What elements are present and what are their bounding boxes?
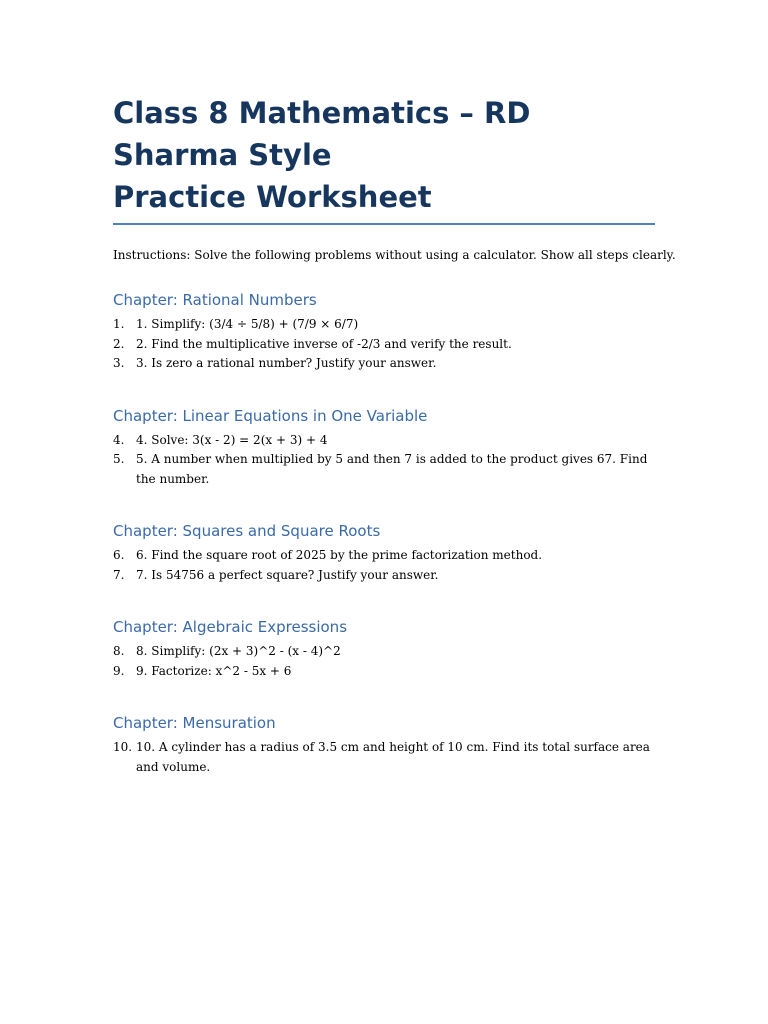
chapter-rational-numbers (113, 289, 655, 374)
question-text: 2. Find the multiplicative inverse of -2/3 and verify the result. (136, 336, 512, 351)
instructions-text: Instructions: Solve the following problems without using a calculator. Show all steps clearly. (113, 248, 676, 262)
title-line-2: Practice Worksheet (113, 180, 432, 214)
question-text: 6. Find the square root of 2025 by the prime factorization method. (136, 548, 543, 562)
question-text: 9. Factorize: x^2 - 5x + 6 (136, 663, 292, 678)
question-text: 3. Is zero a rational number? Justify your answer. (136, 356, 437, 370)
chapter-heading: Chapter: Squares and Square Roots (113, 522, 381, 540)
question-list (113, 315, 655, 374)
question-text: 8. Simplify: (2x + 3)^2 - (x - 4)^2 (136, 644, 341, 658)
question-number: 3. (113, 356, 125, 370)
question-item (113, 738, 655, 777)
chapter-linear-equations (113, 405, 655, 490)
question-item (113, 335, 655, 355)
title-line-1: Class 8 Mathematics – RD Sharma Style (113, 96, 531, 172)
question-item (113, 662, 655, 682)
chapter-heading: Chapter: Mensuration (113, 714, 276, 732)
question-text: 7. Is 54756 a perfect square? Justify your answer. (136, 567, 439, 582)
chapter-algebraic-expressions (113, 616, 655, 681)
question-number: 9. (113, 663, 125, 678)
question-number: 7. (113, 567, 125, 582)
question-number: 5. (113, 452, 125, 466)
document-title (113, 92, 655, 225)
question-number: 4. (113, 432, 125, 447)
question-item (113, 315, 655, 335)
document-page (113, 92, 676, 777)
question-number: 2. (113, 336, 125, 351)
question-number: 1. (113, 317, 125, 331)
chapter-heading: Chapter: Algebraic Expressions (113, 618, 348, 636)
chapter-heading: Chapter: Linear Equations in One Variable (113, 406, 428, 425)
question-item (113, 642, 655, 662)
question-list (113, 546, 655, 585)
question-text: 1. Simplify: (3/4 ÷ 5/8) + (7/9 × 6/7) (136, 317, 359, 331)
question-list (113, 431, 655, 490)
question-list (113, 642, 655, 681)
question-item (113, 566, 655, 586)
question-text: 10. A cylinder has a radius of 3.5 cm and height of 10 cm. Find its total surface area and volume. (136, 740, 650, 774)
question-item (113, 431, 655, 451)
question-item (113, 354, 655, 374)
question-number: 8. (113, 644, 125, 658)
question-number: 10. (113, 740, 133, 754)
question-item (113, 546, 655, 566)
question-item (113, 450, 655, 489)
question-list (113, 738, 655, 777)
chapter-squares-and-square-roots (113, 520, 655, 585)
chapter-heading: Chapter: Rational Numbers (113, 291, 317, 309)
chapter-mensuration (113, 712, 655, 777)
question-text: 5. A number when multiplied by 5 and then 7 is added to the product gives 67. Find the number. (136, 452, 648, 486)
question-number: 6. (113, 548, 125, 562)
question-text: 4. Solve: 3(x - 2) = 2(x + 3) + 4 (136, 432, 328, 447)
